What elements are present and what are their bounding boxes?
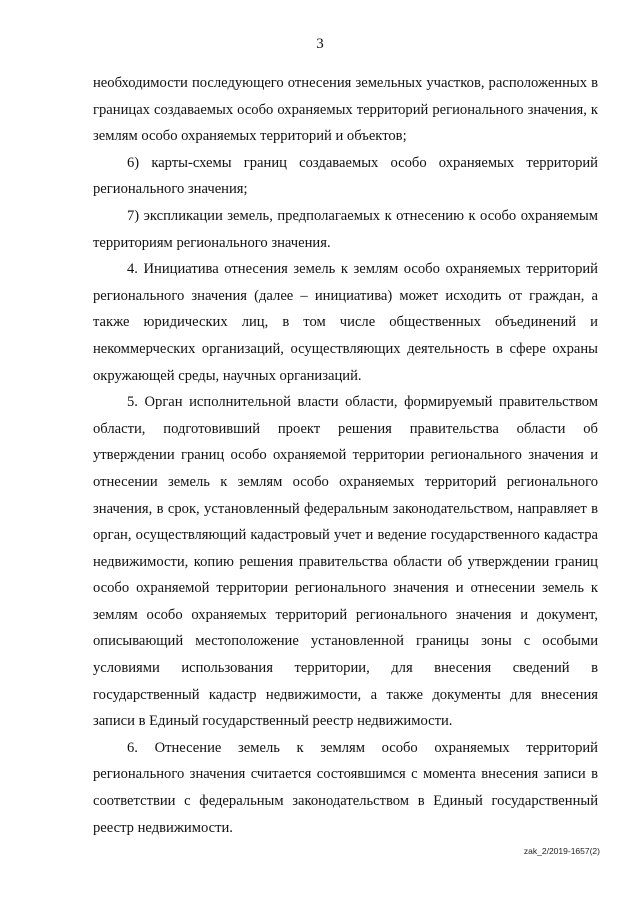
- paragraph-clause-5: 5. Орган исполнительной власти области, формируемый правительством области, подготовивший проект решения правительства области об утверждении границ особо охраняемой территории регионального значения и отнесении земель к землям особо охраняемых территорий регионального значения, в срок, установленный федеральным законодательством, направляет в орган, осуществляющий кадастровый учет и ведение государственного кадастра недвижимости, копию решения правительства области об утверждении границ особо охраняемой территории регионального значения и отнесении земель к землям особо охраняемых территорий регионального значения и документ, описывающий местоположение установленной границы зоны с особыми условиями использования территории, для внесения сведений в государственный кадастр недвижимости, а также документы для внесения записи в Единый государственный реестр недвижимости.: [93, 394, 598, 730]
- paragraph-item-6: 6) карты-схемы границ создаваемых особо охраняемых территорий регионального значения;: [93, 154, 598, 198]
- paragraph-continuation: необходимости последующего отнесения земельных участков, расположенных в границах создаваемых особо охраняемых территорий регионального значения, к землям особо охраняемых территорий и объектов;: [93, 75, 598, 145]
- paragraph-clause-4: 4. Инициатива отнесения земель к землям особо охраняемых территорий регионального значения (далее – инициатива) может исходить от граждан, а также юридических лиц, в том числе общественных объединений и некоммерческих организаций, осуществляющих деятельность в сфере охраны окружающей среды, научных организаций.: [93, 261, 598, 384]
- paragraph-clause-6: 6. Отнесение земель к землям особо охраняемых территорий регионального значения считается состоявшимся с момента внесения записи в соответствии с федеральным законодательством в Единый государственный реестр недвижимости.: [93, 739, 598, 836]
- document-footer-code: zak_2/2019-1657(2): [523, 846, 600, 856]
- paragraph-item-7: 7) экспликации земель, предполагаемых к отнесению к особо охраняемым территориям регионального значения.: [93, 207, 598, 251]
- page-number: 3: [316, 36, 324, 52]
- document-body: [93, 70, 598, 841]
